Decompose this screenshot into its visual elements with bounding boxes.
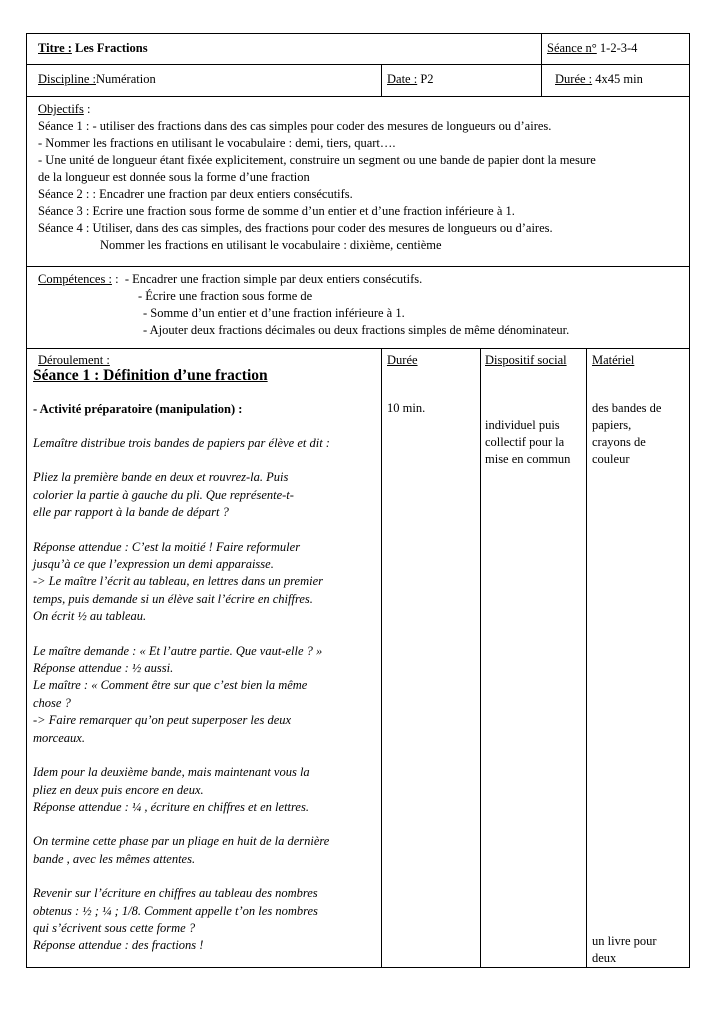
instruction-line: morceaux. <box>33 730 85 745</box>
instruction-line: qui s’écrivent sous cette forme ? <box>33 920 196 935</box>
instruction-line: Le maître : « Comment être sur que c’est bien la même <box>33 678 308 693</box>
instruction-line: pliez en deux puis encore en deux. <box>33 782 204 797</box>
instruction-line: On écrit ½ au tableau. <box>33 609 147 624</box>
competences-label: Compétences : <box>38 272 112 286</box>
objectif-line: Séance 1 : - utiliser des fractions dans des cas simples pour coder des mesures de longueurs ou d’aires. <box>38 119 552 133</box>
objectifs-row <box>27 97 689 267</box>
date-cell <box>381 65 541 96</box>
duree-value: 4x45 min <box>595 72 643 86</box>
instruction-line: colorier la partie à gauche du pli. Que représente-t- <box>33 487 294 502</box>
title-row <box>27 34 689 65</box>
titre-value: Les Fractions <box>75 41 148 55</box>
dispositif-header: Dispositif social <box>485 353 567 367</box>
objectifs-colon: : <box>86 102 91 116</box>
deroulement-section <box>27 349 689 967</box>
titre-label: Titre : <box>38 41 72 55</box>
materiel-line: deux <box>592 951 617 965</box>
seance-value: 1-2-3-4 <box>599 41 638 55</box>
objectif-line: - Nommer les fractions en utilisant le vocabulaire : demi, tiers, quart…. <box>38 136 396 150</box>
titre-cell <box>27 34 541 64</box>
competence-line: - Ajouter deux fractions décimales ou deux fractions simples de même dénominateur. <box>143 323 570 337</box>
materiel-header: Matériel <box>592 353 635 367</box>
lesson-plan-table <box>26 33 690 968</box>
discipline-value: Numération <box>95 72 156 86</box>
materiel-line: des bandes de <box>592 401 662 415</box>
instruction-line: Revenir sur l’écriture en chiffres au tableau des nombres <box>33 886 318 901</box>
competences-colon: : <box>115 272 119 286</box>
competence-line: - Écrire une fraction sous forme de <box>138 289 313 303</box>
dispositif-line: collectif pour la <box>485 435 565 449</box>
instruction-line: Pliez la première bande en deux et rouvrez-la. Puis <box>33 470 289 485</box>
instruction-line: elle par rapport à la bande de départ ? <box>33 505 229 520</box>
materiel-line: crayons de <box>592 435 646 449</box>
seance-title: Séance 1 : Définition d’une fraction <box>33 367 268 384</box>
date-label: Date : <box>387 72 418 86</box>
instruction-line: Réponse attendue : des fractions ! <box>33 938 204 953</box>
objectif-line: Séance 2 : : Encadrer une fraction par deux entiers consécutifs. <box>38 187 353 201</box>
duree-header: Durée <box>387 353 418 367</box>
competence-line: - Somme d’un entier et d’une fraction inférieure à 1. <box>143 306 405 320</box>
objectif-line: - Une unité de longueur étant fixée explicitement, construire un segment ou une bande de papier dont la mesure <box>38 153 596 167</box>
discipline-row <box>27 65 689 97</box>
instruction-line: chose ? <box>33 695 71 710</box>
duree-value-cell: 10 min. <box>387 401 426 415</box>
instruction-line: jusqu’à ce que l’expression un demi apparaisse. <box>33 557 274 572</box>
date-value: P2 <box>420 72 434 86</box>
instruction-line: temps, puis demande si un élève sait l’écrire en chiffres. <box>33 591 313 606</box>
objectif-line: de la longueur est donnée sous la forme d’une fraction <box>38 170 310 184</box>
instruction-line: -> Faire remarquer qu’on peut superposer les deux <box>33 713 292 728</box>
instruction-line: -> Le maître l’écrit au tableau, en lettres dans un premier <box>33 574 323 589</box>
deroulement-header: Déroulement : <box>38 353 110 367</box>
materiel-line: papiers, <box>592 418 632 432</box>
seance-label: Séance n° <box>547 41 597 55</box>
activite-title: - Activité préparatoire (manipulation) : <box>33 402 243 416</box>
discipline-cell <box>27 65 381 96</box>
dispositif-line: individuel puis <box>485 418 560 432</box>
duree-label: Durée : <box>555 72 593 86</box>
materiel-line: un livre pour <box>592 934 657 948</box>
instruction-line: bande , avec les mêmes attentes. <box>33 851 196 866</box>
materiel-line: couleur <box>592 452 630 466</box>
discipline-label: Discipline : <box>38 72 96 86</box>
instruction-line: obtenus : ½ ; ¼ ; 1/8. Comment appelle t’on les nombres <box>33 903 318 918</box>
competence-line: - Encadrer une fraction simple par deux entiers consécutifs. <box>124 272 423 286</box>
instruction-line: On termine cette phase par un pliage en huit de la dernière <box>33 834 330 849</box>
objectif-line: Nommer les fractions en utilisant le vocabulaire : dixième, centième <box>100 238 442 252</box>
seance-cell <box>541 34 689 64</box>
duree-cell <box>541 65 689 96</box>
competences-row <box>27 267 689 349</box>
instruction-line: Réponse attendue : ¼ , écriture en chiffres et en lettres. <box>33 799 309 814</box>
objectifs-label: Objectifs <box>38 102 84 116</box>
instruction-line: Réponse attendue : C’est la moitié ! Faire reformuler <box>33 539 301 554</box>
instruction-line: Idem pour la deuxième bande, mais maintenant vous la <box>33 765 310 780</box>
dispositif-line: mise en commun <box>485 452 571 466</box>
objectif-line: Séance 4 : Utiliser, dans des cas simples, des fractions pour coder des mesures de longueurs ou d’aires. <box>38 221 553 235</box>
instruction-line: Lemaître distribue trois bandes de papiers par élève et dit : <box>33 436 330 450</box>
objectif-line: Séance 3 : Ecrire une fraction sous forme de somme d’un entier et d’une fraction inférieure à 1. <box>38 204 515 218</box>
instruction-line: Le maître demande : « Et l’autre partie. Que vaut-elle ? » <box>33 643 323 658</box>
instruction-line: Réponse attendue : ½ aussi. <box>33 661 174 676</box>
